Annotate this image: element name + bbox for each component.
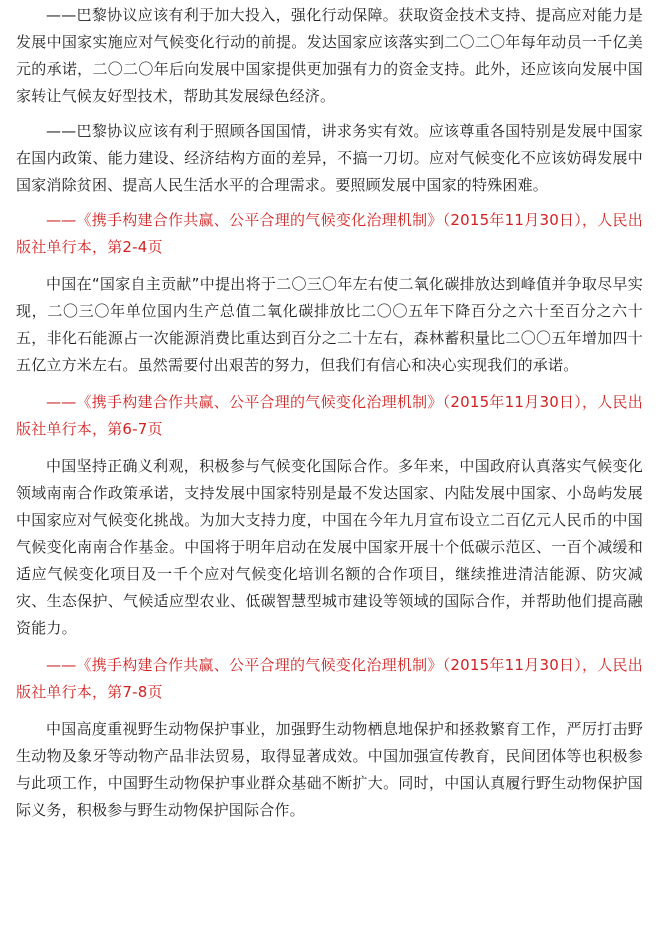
source-citation-2: ——《携手构建合作共赢、公平合理的气候变化治理机制》（2015年11月30日），人民出版社单行本，第6-7页 [16, 393, 643, 438]
paragraph-paris-agreement-investment: ——巴黎协议应该有利于加大投入，强化行动保障。获取资金技术支持、提高应对能力是发展中国家实施应对气候变化行动的前提。发达国家应该落实到二〇二〇年每年动员一千亿美元的承诺，二〇二〇年后向发展中国家提供更加强有力的资金支持。此外，还应该向发展中国家转让气候友好型技术，帮助其发展绿色经济。 [16, 6, 643, 105]
paragraph-spacer [16, 379, 643, 389]
source-citation-1: ——《携手构建合作共赢、公平合理的气候变化治理机制》（2015年11月30日），人民出版社单行本，第2-4页 [16, 211, 643, 256]
paragraph-wildlife-protection: 中国高度重视野生动物保护事业，加强野生动物栖息地保护和拯救繁育工作，严厉打击野生动物及象牙等动物产品非法贸易，取得显著成效。中国加强宣传教育，民间团体等也积极参与此项工作，中国野生动物保护事业群众基础不断扩大。同时，中国认真履行野生动物保护国际义务，积极参与野生动物保护国际合作。 [16, 720, 643, 819]
paragraph-national-contribution: 中国在“国家自主贡献”中提出将于二〇三〇年左右使二氧化碳排放达到峰值并争取尽早实现，二〇三〇年单位国内生产总值二氧化碳排放比二〇〇五年下降百分之六十至百分之六十五，非化石能源占一次能源消费比重达到百分之二十左右，森林蓄积量比二〇〇五年增加四十五亿立方米左右。虽然需要付出艰苦的努力，但我们有信心和决心实现我们的承诺。 [16, 275, 643, 374]
paragraph-spacer [16, 110, 643, 118]
paragraph-paris-agreement-national-conditions: ——巴黎协议应该有利于照顾各国国情，讲求务实有效。应该尊重各国特别是发展中国家在国内政策、能力建设、经济结构方面的差异，不搞一刀切。应对气候变化不应该妨碍发展中国家消除贫困、提高人民生活水平的合理需求。要照顾发展中国家的特殊困难。 [16, 122, 643, 194]
source-citation-3: ——《携手构建合作共赢、公平合理的气候变化治理机制》（2015年11月30日），人民出版社单行本，第7-8页 [16, 656, 643, 701]
paragraph-spacer [16, 443, 643, 453]
paragraph-spacer [16, 199, 643, 207]
paragraph-spacer [16, 261, 643, 271]
paragraph-spacer [16, 706, 643, 716]
paragraph-spacer [16, 642, 643, 652]
paragraph-south-south-cooperation: 中国坚持正确义利观，积极参与气候变化国际合作。多年来，中国政府认真落实气候变化领域南南合作政策承诺，支持发展中国家特别是最不发达国家、内陆发展中国家、小岛屿发展中国家应对气候变化挑战。为加大支持力度，中国在今年九月宣布设立二百亿元人民币的中国气候变化南南合作基金。中国将于明年启动在发展中国家开展十个低碳示范区、一百个减缓和适应气候变化项目及一千个应对气候变化培训名额的合作项目，继续推进清洁能源、防灾减灾、生态保护、气候适应型农业、低碳智慧型城市建设等领域的国际合作，并帮助他们提高融资能力。 [16, 457, 643, 637]
